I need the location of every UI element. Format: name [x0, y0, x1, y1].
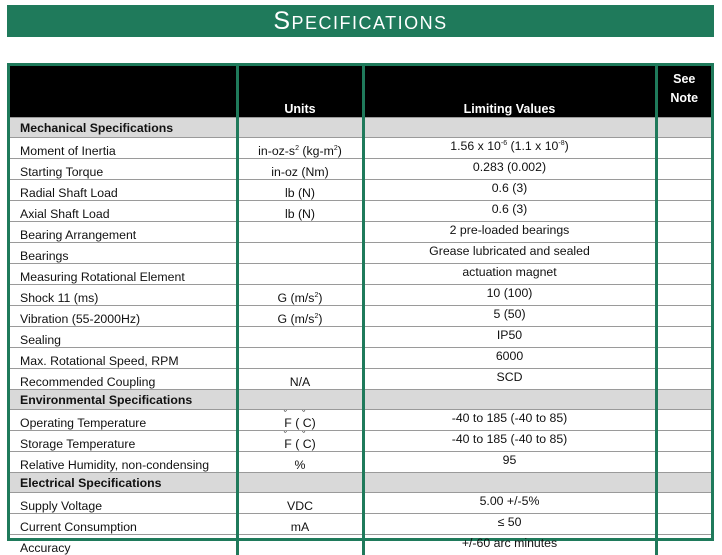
row-label: Axial Shaft Load — [10, 201, 237, 222]
row-note — [656, 180, 711, 201]
section-title: Electrical Specifications — [10, 473, 237, 493]
table-row — [10, 369, 711, 390]
unit-part: ° C — [303, 437, 312, 451]
row-note — [656, 514, 711, 535]
section-empty-cell — [237, 118, 363, 138]
row-note — [656, 369, 711, 390]
unit-sup: 2 — [314, 292, 318, 299]
row-label: Supply Voltage — [10, 493, 237, 514]
table-row — [10, 431, 711, 452]
row-value: 5.00 +/-5% — [363, 493, 656, 514]
table-row — [10, 222, 711, 243]
row-value: 6000 — [363, 348, 656, 369]
row-note — [656, 431, 711, 452]
table-row — [10, 514, 711, 535]
row-unit: VDC — [237, 493, 363, 514]
table-row — [10, 410, 711, 431]
unit-part: ( — [292, 437, 303, 451]
table-row — [10, 201, 711, 222]
header-see-note — [656, 66, 711, 118]
section-empty-cell — [237, 473, 363, 493]
row-unit — [237, 138, 363, 159]
row-unit — [237, 306, 363, 327]
unit-part: ° F — [284, 437, 292, 451]
unit-part: G (m/s — [278, 291, 315, 305]
row-value: IP50 — [363, 327, 656, 348]
spec-table — [10, 66, 711, 555]
row-note — [656, 201, 711, 222]
value-part: 1.56 x 10 — [450, 139, 501, 153]
unit-sup: 2 — [314, 313, 318, 320]
row-label: Current Consumption — [10, 514, 237, 535]
row-label: Relative Humidity, non-condensing — [10, 452, 237, 473]
section-empty-cell — [656, 118, 711, 138]
row-label: Operating Temperature — [10, 410, 237, 431]
row-label: Moment of Inertia — [10, 138, 237, 159]
row-value: actuation magnet — [363, 264, 656, 285]
table-header-row — [10, 66, 711, 118]
value-part: ) — [565, 139, 569, 153]
header-limiting-values: Limiting Values — [363, 66, 656, 118]
row-value: 0.6 (3) — [363, 180, 656, 201]
row-note — [656, 493, 711, 514]
row-note — [656, 327, 711, 348]
row-note — [656, 222, 711, 243]
row-note — [656, 452, 711, 473]
table-row — [10, 159, 711, 180]
unit-part: ) — [312, 416, 316, 430]
row-note — [656, 285, 711, 306]
unit-part: ) — [338, 144, 342, 158]
row-value: ≤ 50 — [363, 514, 656, 535]
row-label: Shock 11 (ms) — [10, 285, 237, 306]
table-row — [10, 327, 711, 348]
row-value: 95 — [363, 452, 656, 473]
value-sup: -8 — [558, 140, 564, 147]
table-row — [10, 493, 711, 514]
table-row — [10, 264, 711, 285]
section-empty-cell — [237, 390, 363, 410]
table-row — [10, 180, 711, 201]
row-label: Bearings — [10, 243, 237, 264]
row-value: -40 to 185 (-40 to 85) — [363, 410, 656, 431]
row-label: Radial Shaft Load — [10, 180, 237, 201]
row-note — [656, 138, 711, 159]
unit-sup: 2 — [334, 145, 338, 152]
header-note: Note — [670, 91, 698, 105]
unit-part: in-oz-s — [258, 144, 295, 158]
unit-sup: 2 — [295, 145, 299, 152]
row-value: -40 to 185 (-40 to 85) — [363, 431, 656, 452]
row-unit: % — [237, 452, 363, 473]
value-part: (1.1 x 10 — [507, 139, 558, 153]
row-value: 0.283 (0.002) — [363, 159, 656, 180]
row-unit: in-oz (Nm) — [237, 159, 363, 180]
section-row-environmental — [10, 390, 711, 410]
row-label: Max. Rotational Speed, RPM — [10, 348, 237, 369]
section-row-mechanical — [10, 118, 711, 138]
row-value: Grease lubricated and sealed — [363, 243, 656, 264]
row-note — [656, 306, 711, 327]
section-row-electrical — [10, 473, 711, 493]
row-label: Accuracy — [10, 535, 237, 555]
table-row — [10, 348, 711, 369]
unit-part: ) — [312, 437, 316, 451]
section-empty-cell — [656, 390, 711, 410]
row-note — [656, 243, 711, 264]
row-note — [656, 410, 711, 431]
section-empty-cell — [656, 473, 711, 493]
table-row — [10, 306, 711, 327]
row-label: Storage Temperature — [10, 431, 237, 452]
table-row — [10, 452, 711, 473]
row-unit — [237, 243, 363, 264]
row-label: Bearing Arrangement — [10, 222, 237, 243]
header-see: See — [673, 72, 695, 86]
row-label: Vibration (55-2000Hz) — [10, 306, 237, 327]
unit-part: ) — [318, 312, 322, 326]
row-unit: lb (N) — [237, 201, 363, 222]
row-value — [363, 138, 656, 159]
row-unit: lb (N) — [237, 180, 363, 201]
row-value: 2 pre-loaded bearings — [363, 222, 656, 243]
section-title: Environmental Specifications — [10, 390, 237, 410]
table-row — [10, 243, 711, 264]
unit-part: ( — [292, 416, 303, 430]
unit-part: ° C — [303, 416, 312, 430]
unit-part: ) — [318, 291, 322, 305]
unit-part: ° F — [284, 416, 292, 430]
row-note — [656, 264, 711, 285]
row-unit — [237, 264, 363, 285]
row-value: SCD — [363, 369, 656, 390]
row-unit: N/A — [237, 369, 363, 390]
row-note — [656, 159, 711, 180]
unit-part: (kg-m — [299, 144, 334, 158]
row-value: 10 (100) — [363, 285, 656, 306]
header-label-cell — [10, 66, 237, 118]
row-value: 5 (50) — [363, 306, 656, 327]
section-empty-cell — [363, 390, 656, 410]
section-empty-cell — [363, 118, 656, 138]
row-label: Sealing — [10, 327, 237, 348]
page-title: Specifications — [7, 5, 714, 37]
row-unit — [237, 285, 363, 306]
row-value: +/-60 arc minutes — [363, 535, 656, 555]
header-units: Units — [237, 66, 363, 118]
unit-part: G (m/s — [278, 312, 315, 326]
row-value: 0.6 (3) — [363, 201, 656, 222]
row-label: Measuring Rotational Element — [10, 264, 237, 285]
row-unit — [237, 410, 363, 431]
value-sup: -6 — [501, 140, 507, 147]
row-unit — [237, 327, 363, 348]
row-unit — [237, 431, 363, 452]
row-note — [656, 348, 711, 369]
section-title: Mechanical Specifications — [10, 118, 237, 138]
row-unit — [237, 348, 363, 369]
row-unit: mA — [237, 514, 363, 535]
row-unit — [237, 222, 363, 243]
table-row — [10, 138, 711, 159]
row-label: Recommended Coupling — [10, 369, 237, 390]
section-empty-cell — [363, 473, 656, 493]
row-label: Starting Torque — [10, 159, 237, 180]
table-row — [10, 285, 711, 306]
